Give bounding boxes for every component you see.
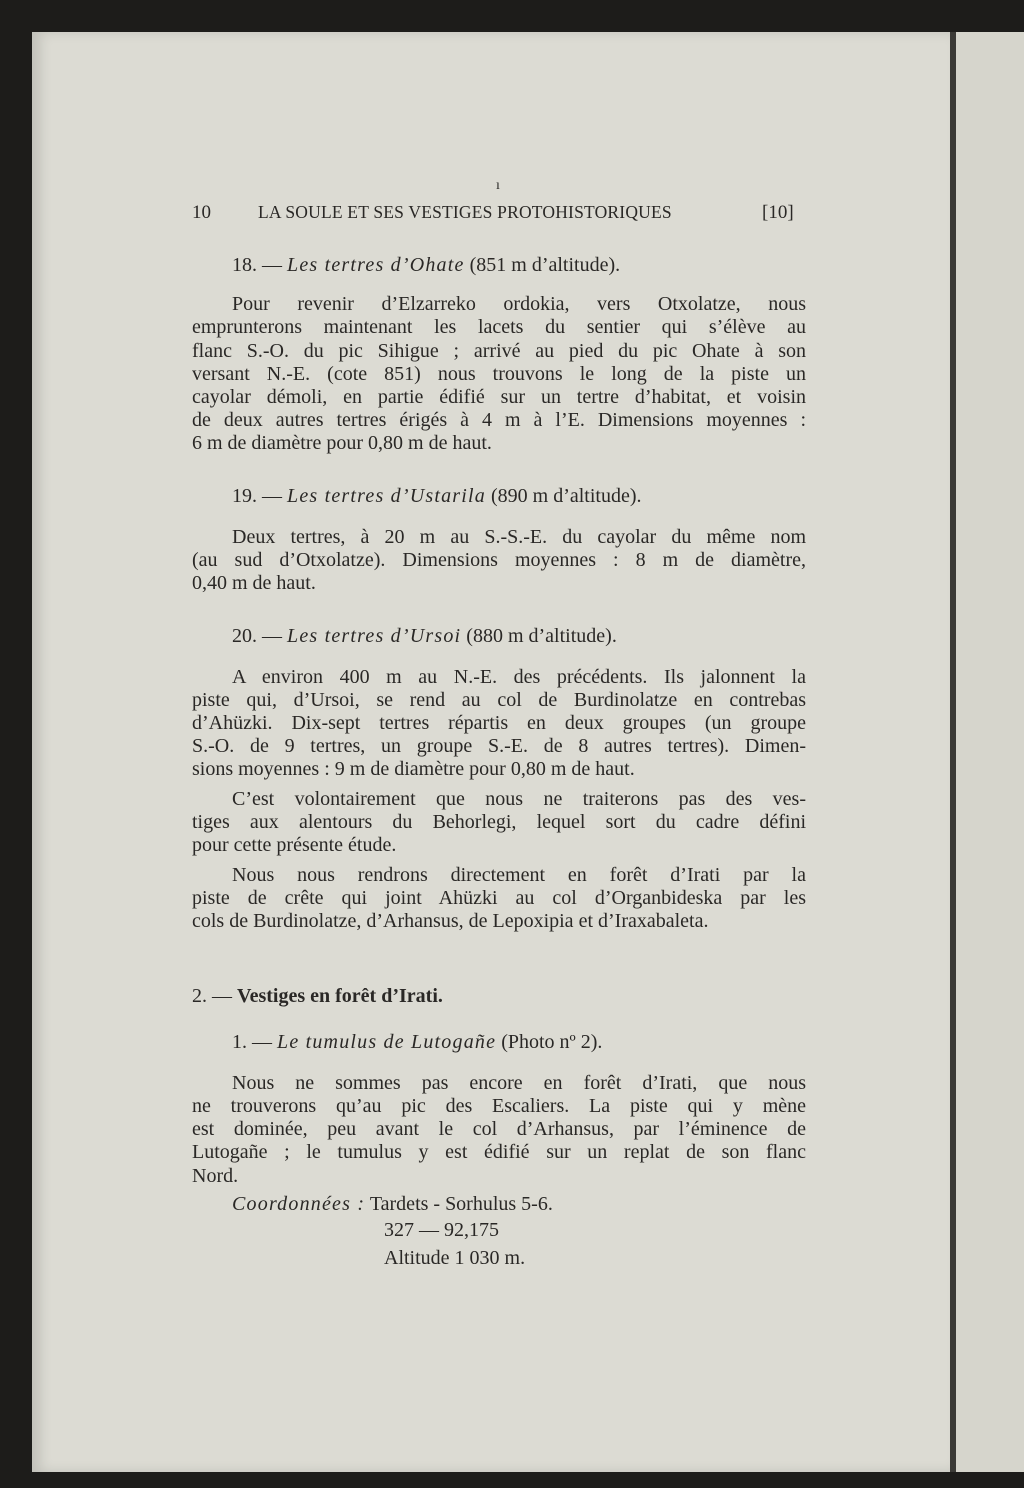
text-span: (880 m d’altitude). bbox=[466, 625, 617, 647]
paragraph-line: est dominée, peu avant le col d’Arhansus, par l’éminence de bbox=[192, 1118, 806, 1140]
paragraph-line: emprunterons maintenant les lacets du sentier qui s’élève au bbox=[192, 316, 806, 338]
paragraph-line: piste de crête qui joint Ahüzki au col d’Organbideska par les bbox=[192, 887, 806, 909]
paragraph-line: versant N.-E. (cote 851) nous trouvons le long de la piste un bbox=[192, 363, 806, 385]
page-number: 10 bbox=[192, 202, 211, 223]
paragraph-line: S.-O. de 9 tertres, un groupe S.-E. de 8 autres tertres). Dimen- bbox=[192, 735, 806, 757]
text-span: 19. — bbox=[232, 485, 282, 507]
paragraph-line: Pour revenir d’Elzarreko ordokia, vers Otxolatze, nous bbox=[232, 293, 806, 315]
coordinates-line bbox=[232, 1193, 806, 1216]
running-title: LA SOULE ET SES VESTIGES PROTOHISTORIQUES bbox=[258, 202, 672, 222]
paragraph-line: 0,40 m de haut. bbox=[192, 572, 316, 594]
text-span: 2. — bbox=[192, 985, 232, 1007]
paragraph-line: flanc S.-O. du pic Sihigue ; arrivé au pied du pic Ohate à son bbox=[192, 340, 806, 362]
bracket-page-number: [10] bbox=[762, 202, 794, 223]
text-span: Le tumulus de Lutogañe bbox=[277, 1031, 497, 1053]
text-span: Tardets - Sorhulus 5-6. bbox=[369, 1193, 553, 1215]
text-span: 18. — bbox=[232, 254, 282, 276]
text-span: (851 m d’altitude). bbox=[469, 254, 621, 276]
section-heading bbox=[232, 1031, 806, 1054]
section-heading bbox=[232, 485, 806, 508]
paragraph-line: tiges aux alentours du Behorlegi, lequel sort du cadre défini bbox=[192, 811, 806, 833]
text-span: (890 m d’altitude). bbox=[491, 485, 642, 507]
paragraph-line: C’est volontairement que nous ne traiterons pas des ves- bbox=[232, 788, 806, 810]
paragraph-line: cols de Burdinolatze, d’Arhansus, de Lepoxipia et d’Iraxabaleta. bbox=[192, 910, 709, 932]
section-heading bbox=[232, 254, 806, 277]
section-heading bbox=[232, 625, 806, 648]
paragraph-line: Nous nous rendrons directement en forêt d’Irati par la bbox=[232, 864, 806, 886]
text-span: Vestiges en forêt d’Irati. bbox=[237, 985, 443, 1007]
stray-mark: ı bbox=[496, 178, 500, 193]
paragraph-line: cayolar démoli, en partie édifié sur un tertre d’habitat, et voisin bbox=[192, 386, 806, 408]
paragraph-line: piste qui, d’Ursoi, se rend au col de Burdinolatze en contrebas bbox=[192, 689, 806, 711]
paragraph-line: sions moyennes : 9 m de diamètre pour 0,80 m de haut. bbox=[192, 758, 635, 780]
text-span: Les tertres d’Ohate bbox=[287, 254, 465, 276]
text-span: Coordonnées : bbox=[232, 1193, 366, 1215]
paragraph-line: ne trouverons qu’au pic des Escaliers. La piste qui y mène bbox=[192, 1095, 806, 1117]
paragraph-line: Lutogañe ; le tumulus y est édifié sur un replat de son flanc bbox=[192, 1141, 806, 1163]
paragraph-line: de deux autres tertres érigés à 4 m à l’E. Dimensions moyennes : bbox=[192, 409, 806, 431]
paragraph-line: pour cette présente étude. bbox=[192, 834, 397, 856]
altitude-value: Altitude 1 030 m. bbox=[384, 1247, 526, 1269]
text-span: 20. — bbox=[232, 625, 282, 647]
paragraph-line: A environ 400 m au N.-E. des précédents. Ils jalonnent la bbox=[232, 666, 806, 688]
paragraph-line: Nord. bbox=[192, 1165, 239, 1187]
text-span: (Photo nº 2). bbox=[501, 1031, 603, 1053]
text-span: Les tertres d’Ustarila bbox=[287, 485, 486, 507]
text-span: 1. — bbox=[232, 1031, 272, 1053]
paragraph-line: Nous ne sommes pas encore en forêt d’Irati, que nous bbox=[232, 1072, 806, 1094]
text-span: Les tertres d’Ursoi bbox=[287, 625, 462, 647]
section-2-heading bbox=[192, 985, 806, 1008]
paragraph-line: d’Ahüzki. Dix-sept tertres répartis en deux groupes (un groupe bbox=[192, 712, 806, 734]
coordinates-value: 327 — 92,175 bbox=[384, 1219, 499, 1241]
paragraph-line: Deux tertres, à 20 m au S.-S.-E. du cayolar du même nom bbox=[232, 526, 806, 548]
paragraph-line: 6 m de diamètre pour 0,80 m de haut. bbox=[192, 432, 492, 454]
paragraph-line: (au sud d’Otxolatze). Dimensions moyennes : 8 m de diamètre, bbox=[192, 549, 806, 571]
